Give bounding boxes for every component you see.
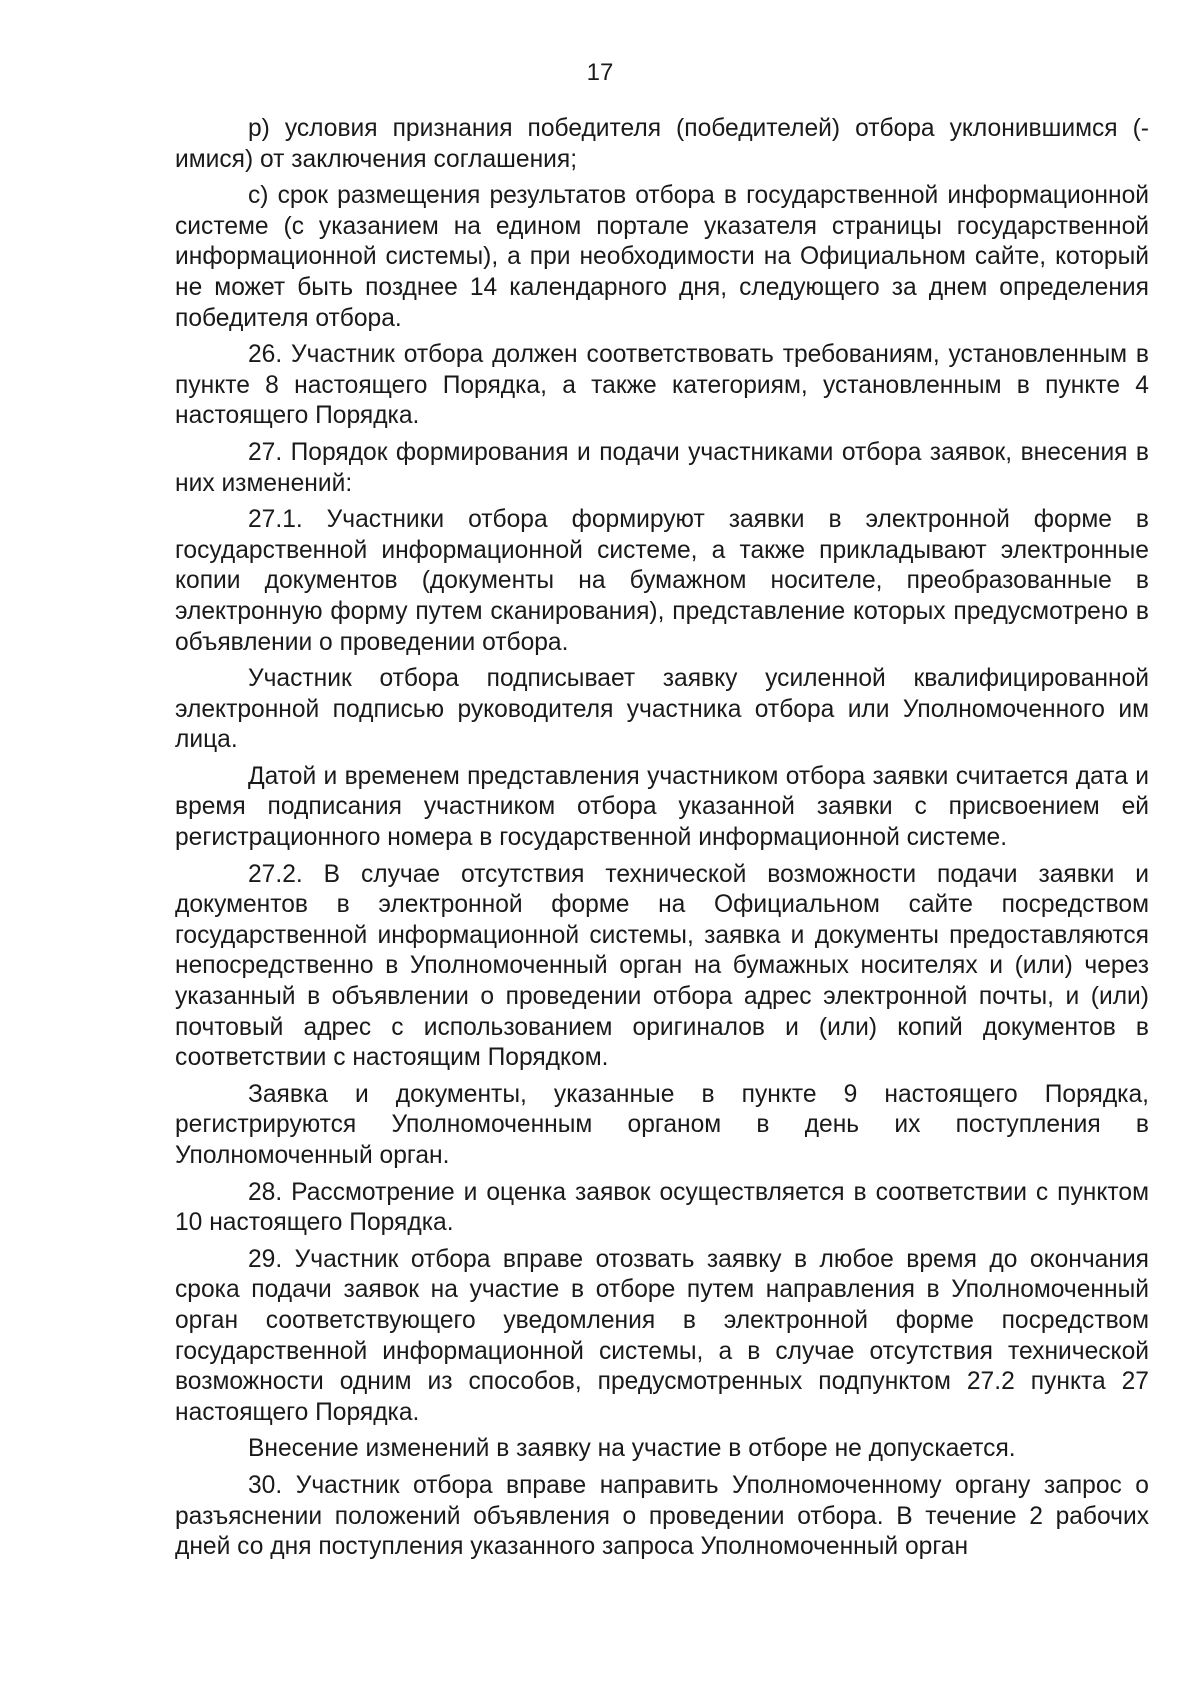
paragraph-submission-date: Датой и временем представления участником отбора заявки считается дата и время подписания участником отбора указанной заявки с присвоением ей регистрационного номера в государственной информационной системе. bbox=[175, 762, 1149, 852]
paragraph-signature: Участник отбора подписывает заявку усиленной квалифицированной электронной подписью руководителя участника отбора или Уполномоченного им лица. bbox=[175, 665, 1149, 754]
paragraph-27-1-electronic-applications: 27.1. Участники отбора формируют заявки в электронной форме в государственной информационной системе, а также прикладывают электронные копии документов (документы на бумажном носителе, преобразованные в электронную форму путем сканирования), представление которых предусмотрено в объявлении о проведении отбора. bbox=[175, 506, 1149, 656]
page-number: 17 bbox=[586, 59, 614, 86]
paragraph-27-application-procedure: 27. Порядок формирования и подачи участниками отбора заявок, внесения в них изменений: bbox=[175, 438, 1149, 497]
document-body bbox=[175, 114, 1149, 1569]
paragraph-29-withdrawal: 29. Участник отбора вправе отозвать заявку в любое время до окончания срока подачи заявок на участие в отборе путем направления в Уполномоченный орган соответствующего уведомления в электронной форме посредством государственной информационной системы, а в случае отсутствия технической возможности одним из способов, предусмотренных подпунктом 27.2 пункта 27 настоящего Порядка. bbox=[175, 1245, 1149, 1426]
paragraph-27-2-paper-submission: 27.2. В случае отсутствия технической возможности подачи заявки и документов в электронной форме на Официальном сайте посредством государственной информационной системы, заявка и документы предоставляются непосредственно в Уполномоченный орган на бумажных носителях и (или) через указанный в объявлении о проведении отбора адрес электронной почты, и (или) почтовый адрес с использованием оригиналов и (или) копий документов в соответствии с настоящим Порядком. bbox=[175, 860, 1149, 1072]
paragraph-28-review: 28. Рассмотрение и оценка заявок осуществляется в соответствии с пунктом 10 настоящего Порядка. bbox=[175, 1178, 1149, 1237]
paragraph-30-clarification-request: 30. Участник отбора вправе направить Уполномоченному органу запрос о разъяснении положений объявления о проведении отбора. В течение 2 рабочих дней со дня поступления указанного запроса Уполномоченный орган bbox=[175, 1471, 1149, 1561]
paragraph-r-winner-evasion: р) условия признания победителя (победителей) отбора уклонившимся (-имися) от заключения соглашения; bbox=[175, 115, 1149, 173]
paragraph-s-results-publication: с) срок размещения результатов отбора в государственной информационной системе (с указанием на едином портале указателя страницы государственной информационной системы), а при необходимости на Официальном сайте, который не может быть позднее 14 календарного дня, следующего за днем определения победителя отбора. bbox=[175, 182, 1149, 332]
paragraph-26-participant-requirements: 26. Участник отбора должен соответствовать требованиям, установленным в пункте 8 настоящего Порядка, а также категориям, установленным в пункте 4 настоящего Порядка. bbox=[175, 341, 1149, 430]
paragraph-registration: Заявка и документы, указанные в пункте 9 настоящего Порядка, регистрируются Уполномоченным органом в день их поступления в Уполномоченный орган. bbox=[175, 1080, 1149, 1169]
paragraph-no-changes: Внесение изменений в заявку на участие в отборе не допускается. bbox=[248, 1435, 1016, 1463]
